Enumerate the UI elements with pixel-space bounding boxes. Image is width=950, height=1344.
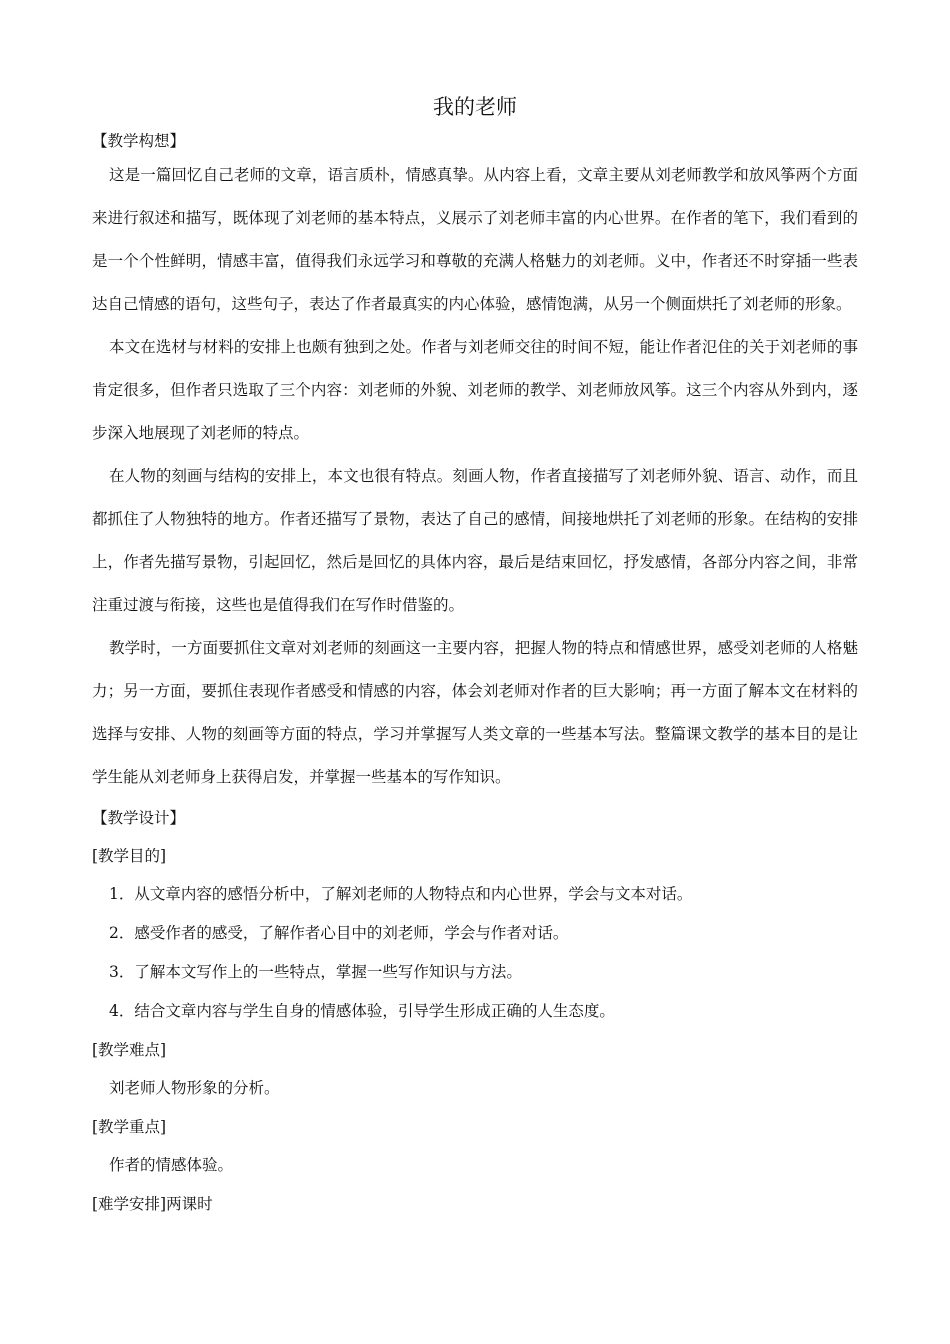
- section-label-goals: [教学目的]: [92, 847, 167, 865]
- heading-teaching-concept: 【教学构想】: [92, 132, 186, 150]
- paragraph: 在人物的刻画与结构的安排上，本文也很有特点。刻画人物，作者直接描写了刘老师外貌、语言、动作，而且都抓住了人物独特的地方。作者还描写了景物，表达了自己的感情，间接地烘托了刘老师的形象。在结构的安排上，作者先描写景物，引起回忆，然后是回忆的具体内容，最后是结束回忆，抒发感情，各部分内容之间，非常注重过渡与衔接，这些也是值得我们在写作时借鉴的。: [92, 467, 858, 614]
- paragraph: 教学时，一方面要抓住文章对刘老师的刻画这一主要内容，把握人物的特点和情感世界，感受刘老师的人格魅力；另一方面，要抓住表现作者感受和情感的内容，体会刘老师对作者的巨大影响；再一方面了解本文在材料的选择与安排、人物的刻画等方面的特点，学习并掌握写人类文章的一些基本写法。整篇课文教学的基本目的是让学生能从刘老师身上获得启发，并掌握一些基本的写作知识。: [92, 639, 858, 786]
- goal-item: 1．从文章内容的感悟分析中，了解刘老师的人物特点和内心世界，学会与文本对话。: [109, 885, 693, 903]
- focus-text: 作者的情感体验。: [109, 1156, 234, 1174]
- heading-teaching-design: 【教学设计】: [92, 809, 186, 827]
- document-title: 我的老师: [433, 95, 517, 119]
- paragraph: 这是一篇回忆自己老师的文章，语言质朴，情感真挚。从内容上看，文章主要从刘老师教学和放风筝两个方面来进行叙述和描写，既体现了刘老师的基本特点，义展示了刘老师丰富的内心世界。在作者的笔下，我们看到的是一个个性鲜明，情感丰富，值得我们永远学习和尊敬的充满人格魅力的刘老师。义中，作者还不时穿插一些表达自己情感的语句，这些句子，表达了作者最真实的内心体验，感情饱满，从另一个侧面烘托了刘老师的形象。: [92, 166, 858, 313]
- goal-item: 4．结合文章内容与学生自身的情感体验，引导学生形成正确的人生态度。: [109, 1002, 615, 1020]
- paragraph: 本文在选材与材料的安排上也颇有独到之处。作者与刘老师交往的时间不短，能让作者氾住的关于刘老师的事肯定很多，但作者只选取了三个内容：刘老师的外貌、刘老师的教学、刘老师放风筝。这三个内容从外到内，逐步深入地展现了刘老师的特点。: [92, 338, 858, 442]
- difficulty-text: 刘老师人物形象的分析。: [109, 1079, 280, 1097]
- schedule-text: [难学安排]两课时: [92, 1195, 213, 1213]
- section-label-focus: [教学重点]: [92, 1118, 167, 1136]
- section-label-difficulty: [教学难点]: [92, 1041, 167, 1059]
- goal-item: 2．感受作者的感受，了解作者心目中的刘老师，学会与作者对话。: [109, 924, 569, 942]
- goal-item: 3．了解本文写作上的一些特点，掌握一些写作知识与方法。: [109, 963, 522, 981]
